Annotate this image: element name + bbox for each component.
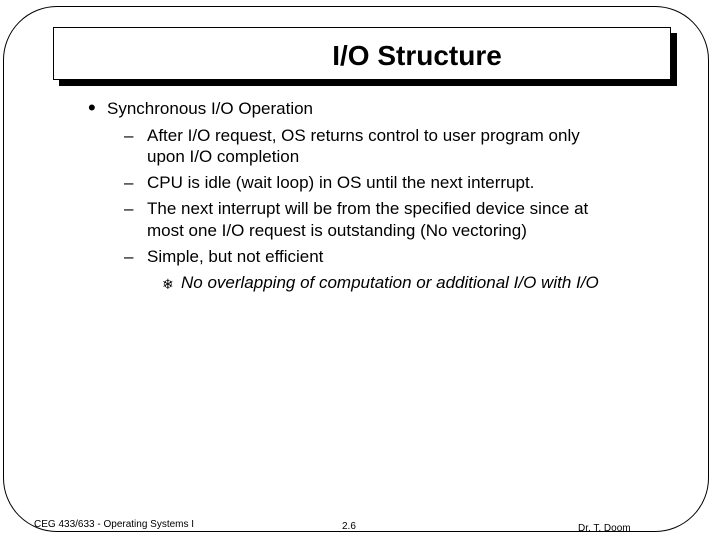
footer-page-number: 2.6 [342,521,356,532]
sub-item-line: CPU is idle (wait loop) in OS until the next interrupt. [147,173,535,192]
footer-course: CEG 433/633 - Operating Systems I [34,519,195,530]
dash-icon: – [124,173,134,192]
sub-sub-item-text: No overlapping of computation or additional I/O with I/O [181,273,599,292]
sub-item-line: upon I/O completion [147,147,300,166]
dash-icon: – [124,199,134,218]
bullet-text: Synchronous I/O Operation [107,99,314,118]
dash-icon: – [124,126,134,145]
slide-title: I/O Structure [332,39,502,71]
bullet-icon: • [88,95,96,120]
sub-item-line: After I/O request, OS returns control to user program only [147,126,580,145]
footer-author: Dr. T. Doom [578,523,631,534]
dash-icon: – [124,247,134,266]
sub-item-line: most one I/O request is outstanding (No vectoring) [147,221,527,240]
sub-item-line: Simple, but not efficient [147,247,324,266]
snowflake-icon: ❄ [162,276,174,292]
sub-item-line: The next interrupt will be from the specified device since at [147,199,589,218]
